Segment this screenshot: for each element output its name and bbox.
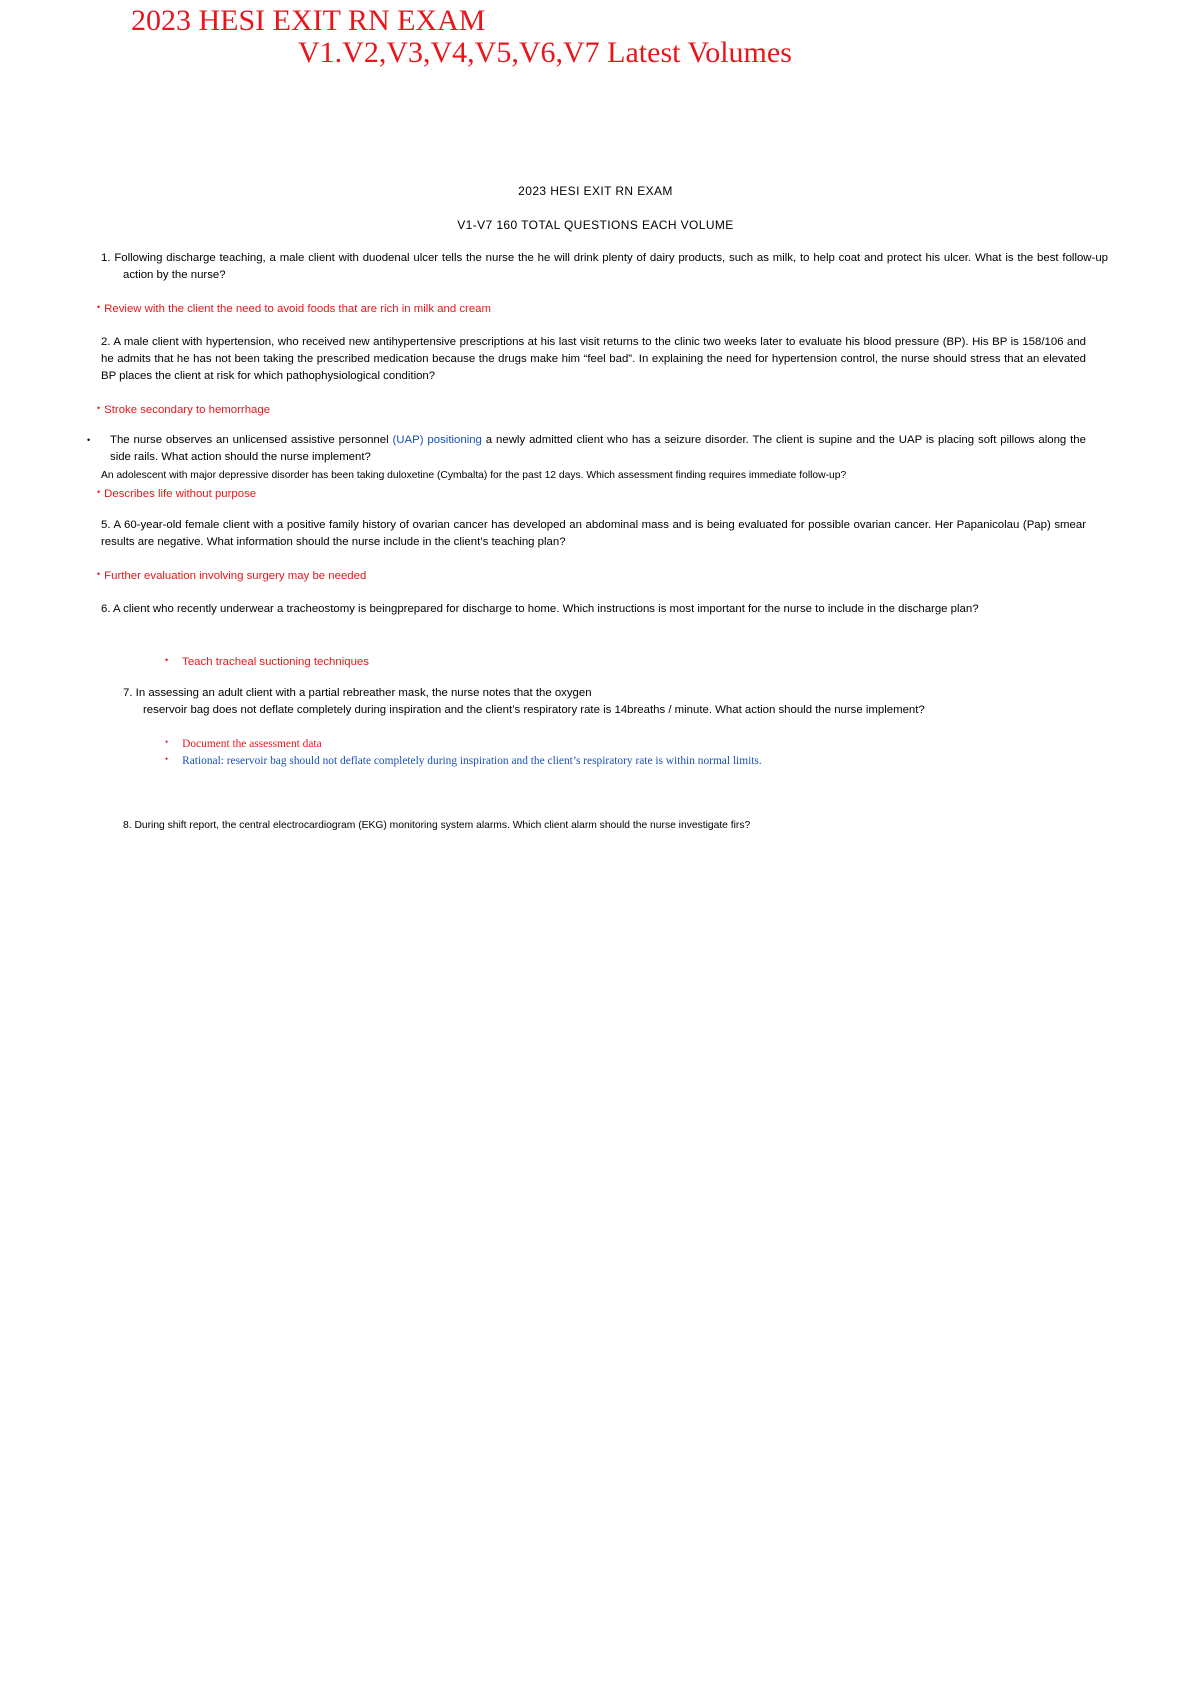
question-7-line-2: reservoir bag does not deflate completely during inspiration and the client’s respiratory rate is 14breaths / minute. What action should the nurse implement? [143, 704, 925, 716]
answer-7-text: Document the assessment data [182, 738, 322, 750]
answer-5-text: Further evaluation involving surgery may be needed [104, 570, 367, 582]
banner-line-2: V1.V2,V3,V4,V5,V6,V7 Latest Volumes [298, 36, 792, 69]
rational-7-text: Rational: reservoir bag should not deflate completely during inspiration and the client’s respiratory rate is within normal limits. [182, 755, 762, 767]
bullet-icon: • [97, 569, 101, 579]
document-title: 2023 HESI EXIT RN EXAM [518, 184, 673, 198]
rational-7 [165, 751, 762, 770]
question-3-highlight: (UAP) positioning [392, 434, 482, 446]
answer-4 [97, 484, 256, 503]
bullet-icon: • [97, 302, 101, 312]
bullet-icon: • [97, 487, 101, 497]
bullet-icon: • [165, 737, 169, 747]
answer-6 [165, 652, 369, 671]
answer-2-text: Stroke secondary to hemorrhage [104, 404, 271, 416]
question-7-line-1: 7. In assessing an adult client with a partial rebreather mask, the nurse notes that the oxygen [123, 687, 592, 699]
question-8: 8. During shift report, the central electrocardiogram (EKG) monitoring system alarms. Which client alarm should the nurse investigate firs? [123, 820, 751, 831]
question-6: 6. A client who recently underwear a tracheostomy is beingprepared for discharge to home. Which instructions is most important for the nurse to include in the discharge plan? [101, 603, 979, 615]
question-1: 1. Following discharge teaching, a male client with duodenal ulcer tells the nurse the he will drink plenty of dairy products, such as milk, to help coat and protect his ulcer. What is the best follow-up action by the nurse? [101, 252, 1108, 281]
question-3-bullet [87, 432, 90, 451]
answer-5 [97, 566, 366, 585]
bullet-icon: • [165, 655, 169, 665]
answer-2 [97, 400, 270, 419]
bullet-icon: • [97, 403, 101, 413]
question-3-text-after: a newly admitted client who has a seizure disorder. The client is supine and the UAP is placing soft pillows along the side rails. What action should the nurse implement? [110, 434, 1086, 463]
answer-6-text: Teach tracheal suctioning techniques [182, 656, 369, 668]
question-2: 2. A male client with hypertension, who received new antihypertensive prescriptions at his last visit returns to the clinic two weeks later to evaluate his blood pressure (BP). His BP is 158/106 and he admits that he has not been taking the prescribed medication because the drugs make him “feel bad”. In explaining the need for hypertension control, the nurse should stress that an elevated BP places the client at risk for which pathophysiological condition? [101, 336, 1086, 382]
answer-1 [97, 299, 491, 318]
question-3 [110, 432, 1086, 466]
question-4: An adolescent with major depressive disorder has been taking duloxetine (Cymbalta) for the past 12 days. Which assessment finding requires immediate follow-up? [101, 470, 847, 481]
bullet-icon: • [165, 754, 169, 764]
question-5: 5. A 60-year-old female client with a positive family history of ovarian cancer has developed an abdominal mass and is being evaluated for possible ovarian cancer. Her Papanicolau (Pap) smear results are negative. What information should the nurse include in the client’s teaching plan? [101, 519, 1086, 548]
answer-4-text: Describes life without purpose [104, 488, 257, 500]
question-3-text-before: The nurse observes an unlicensed assistive personnel [110, 434, 393, 446]
document-subtitle: V1-V7 160 TOTAL QUESTIONS EACH VOLUME [457, 218, 734, 232]
answer-1-text: Review with the client the need to avoid foods that are rich in milk and cream [104, 303, 492, 315]
bullet-icon: • [87, 435, 91, 445]
banner-line-1: 2023 HESI EXIT RN EXAM [131, 4, 486, 37]
